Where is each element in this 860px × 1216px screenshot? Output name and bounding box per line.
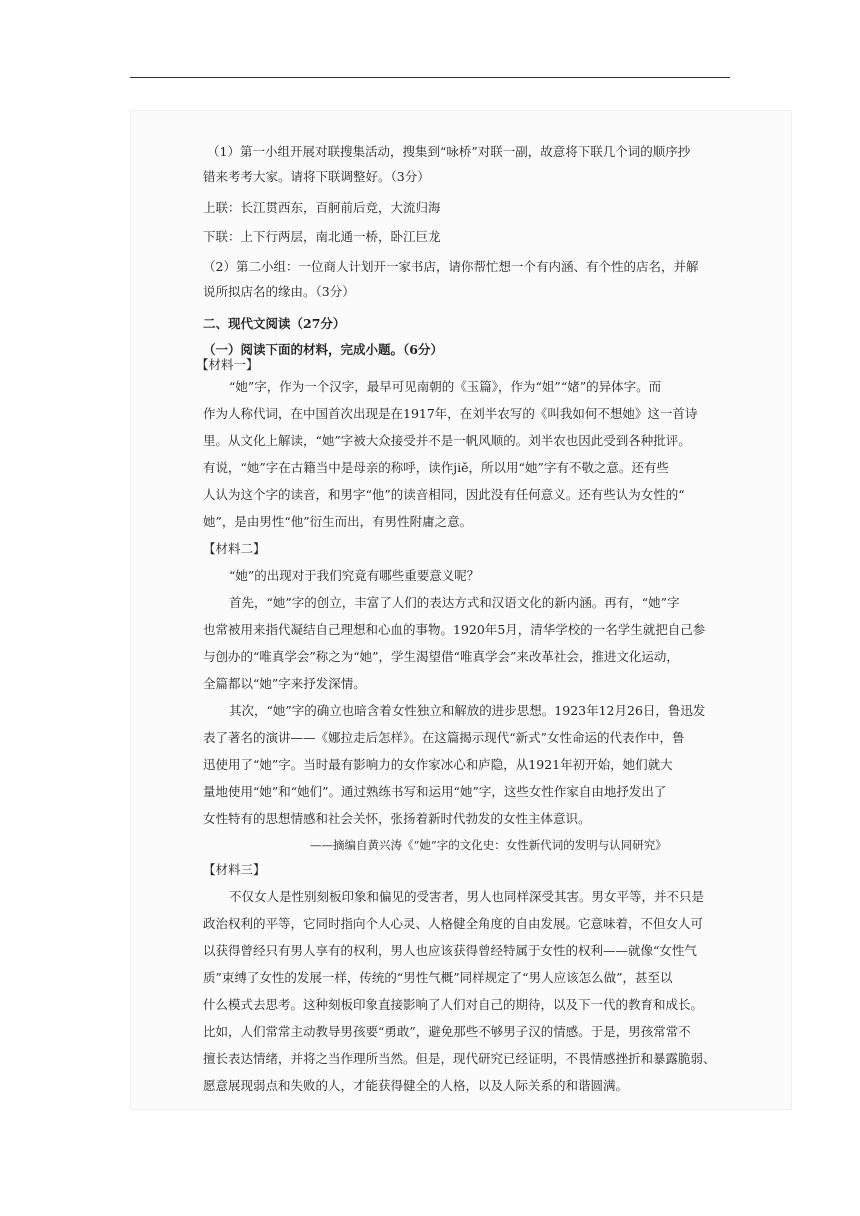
material1-line: 作为人称代词，在中国首次出现是在1917年，在刘半农写的《叫我如何不想她》这一首诗: [203, 406, 698, 421]
material1-line: 有说，“她”字在古籍当中是母亲的称呼，读作jiě，所以用“她”字有不敬之意。还有些: [203, 460, 669, 475]
material2-label: 【材料二】: [203, 541, 266, 556]
material2-line: 也常被用来指代凝结自己理想和心血的事物。1920年5月，清华学校的一名学生就把自己参: [203, 622, 706, 637]
material3-label: 【材料三】: [203, 862, 266, 877]
material2-line: “她”的出现对于我们究竟有哪些重要意义呢？: [229, 568, 480, 583]
material3-line: 什么模式去思考。这种刻板印象直接影响了人们对自己的期待，以及下一代的教育和成长。: [203, 997, 704, 1012]
material2-line: 女性特有的思想情感和社会关怀，张扬着新时代勃发的女性主体意识。: [203, 811, 591, 826]
material3-line: 比如，人们常常主动教导男孩要“勇敢”，避免那些不够男子汉的情感。于是，男孩常常不: [203, 1024, 691, 1039]
material1-line: 里。从文化上解读，“她”字被大众接受并不是一帆风顺的。刘半农也因此受到各种批评。: [203, 433, 691, 448]
material2-line: 与创办的“唯真学会”称之为“她”，学生渴望借“唯真学会”来改革社会，推进文化运动，: [203, 649, 679, 664]
q2-line-2: 说所拟店名的缘由。（3分）: [203, 284, 355, 299]
material2-line: 首先，“她”字的创立，丰富了人们的表达方式和汉语文化的新内涵。再有，“她”字: [229, 595, 680, 610]
section-heading: 二、现代文阅读（27分）: [203, 316, 346, 331]
material3-line: 政治权利的平等，它同时指向个人心灵、人格健全角度的自由发展。它意味着，不但女人可: [203, 916, 704, 931]
material3-line: 擅长表达情绪，并将之当作理所当然。但是，现代研究已经证明，不畏情感挫折和暴露脆弱、: [203, 1051, 716, 1066]
material1-line: 她”，是由男性“他”衍生而出，有男性附庸之意。: [203, 514, 473, 529]
couplet-upper: 上联：长江贯西东，百舸前后竞，大流归海: [203, 200, 441, 215]
couplet-lower: 下联：上下行两层，南北通一桥，卧江巨龙: [203, 229, 441, 244]
material3-line: 质”束缚了女性的发展一样，传统的“男性气概”同样规定了“男人应该怎么做”，甚至以: [203, 970, 673, 985]
material2-line: 其次，“她”字的确立也暗含着女性独立和解放的进步思想。1923年12月26日，鲁迅发: [229, 703, 706, 718]
material2-line: 全篇都以“她”字来抒发深情。: [203, 676, 366, 691]
material3-line: 愿意展现弱点和失败的人，才能获得健全的人格，以及人际关系的和谐圆满。: [203, 1078, 629, 1093]
material3-line: 不仅女人是性别刻板印象和偏见的受害者，男人也同样深受其害。男女平等，并不只是: [229, 889, 705, 904]
q1-line-2: 错来考考大家。请将下联调整好。（3分）: [203, 169, 430, 184]
material1-line: “她”字，作为一个汉字，最早可见南朝的《玉篇》，作为“姐”“媎”的异体字。而: [229, 379, 662, 394]
q1-line-1: （1）第一小组开展对联搜集活动，搜集到“咏桥”对联一副，故意将下联几个词的顺序抄: [207, 144, 691, 159]
material2-line: 表了著名的演讲——《娜拉走后怎样》。在这篇揭示现代“新式”女性命运的代表作中，鲁: [203, 730, 685, 745]
material2-source: ——摘编自黄兴涛《“她”字的文化史：女性新代词的发明与认同研究》: [310, 838, 667, 852]
material1-label: 【材料一】: [196, 357, 259, 372]
q2-line-1: （2）第二小组：一位商人计划开一家书店，请你帮忙想一个有内涵、有个性的店名，并解: [203, 259, 699, 274]
header-rule: [130, 77, 730, 78]
material2-line: 量地使用“她”和“她们”。通过熟练书写和运用“她”字，这些女性作家自由地抒发出了: [203, 784, 667, 799]
section-subheading: （一）阅读下面的材料，完成小题。（6分）: [203, 342, 443, 357]
material2-line: 迅使用了“她”字。当时最有影响力的女作家冰心和庐隐，从1921年初开始，她们就大: [203, 757, 673, 772]
material3-line: 以获得曾经只有男人享有的权利，男人也应该获得曾经特属于女性的权利——就像“女性气: [203, 943, 697, 958]
material1-line: 人认为这个字的读音，和男字“他”的读音相同，因此没有任何意义。还有些认为女性的“: [203, 487, 685, 502]
